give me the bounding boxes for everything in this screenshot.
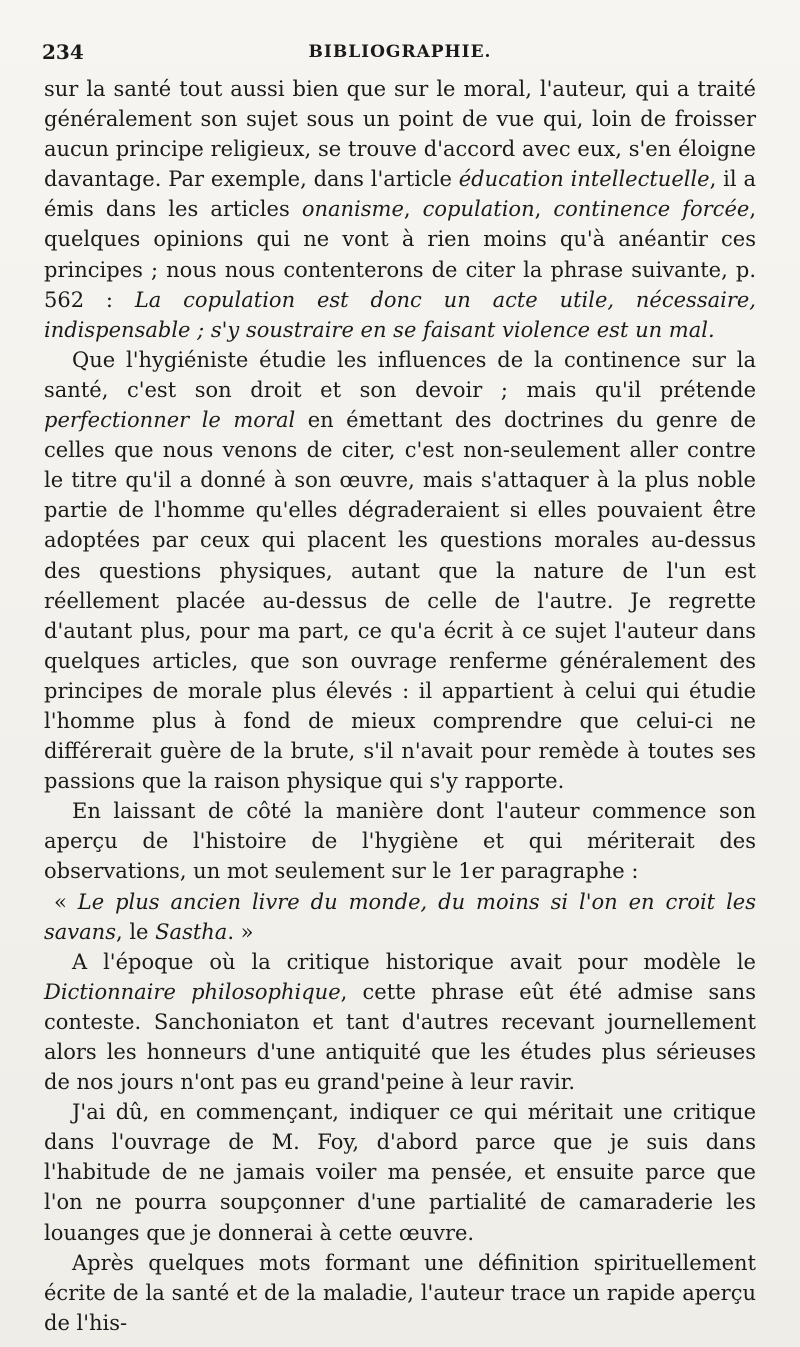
text-run: En laissant de côté la manière dont l'auteur commence son aperçu de l'histoire de l'hygiène et qui mériterait des observations, un mot seulement sur le 1er paragraphe : bbox=[44, 799, 756, 884]
italic-text: perfectionner le moral bbox=[44, 408, 296, 433]
text-run: , le bbox=[115, 919, 156, 944]
italic-text: éducation intellectuelle bbox=[458, 167, 710, 192]
italic-text: Sastha bbox=[155, 919, 228, 944]
text-run: « bbox=[54, 889, 78, 914]
paragraph bbox=[44, 1248, 756, 1338]
body-text bbox=[44, 74, 756, 1338]
italic-text: Dictionnaire philosophique bbox=[44, 979, 341, 1004]
text-run: , quelques opinions qui ne vont à rien moins qu'à anéantir ces principes ; nous nous contenterons de citer la phrase suivante, p. 562 : bbox=[44, 197, 756, 312]
text-run: . » bbox=[227, 919, 254, 944]
paragraph bbox=[44, 1097, 756, 1247]
text-run: sur la santé tout aussi bien que sur le moral, l'auteur, qui a traité généralement son sujet sous un point de vue qui, loin de froisser aucun principe religieux, se trouve d'accord avec eux, s'en éloigne davantage. Par exemple, dans l'article bbox=[44, 77, 756, 192]
text-run: Que l'hygiéniste étudie les influences de la continence sur la santé, c'est son droit et son devoir ; mais qu'il prétende bbox=[44, 347, 756, 402]
paragraph bbox=[44, 796, 756, 886]
text-run: Après quelques mots formant une définition spirituellement écrite de la santé et de la maladie, l'auteur trace un rapide aperçu de l'his- bbox=[44, 1250, 756, 1335]
running-head bbox=[40, 40, 760, 70]
text-run: en émettant des doctrines du genre de celles que nous venons de citer, c'est non-seulement aller contre le titre qu'il a donné à son œuvre, mais s'attaquer à la plus noble partie de l'homme qu'elles dégraderaient si elles pouvaient être adoptées par ceux qui placent les questions morales au-dessus des questions physiques, autant que la nature de l'un est réellement placée au-dessus de celle de l'autre. Je regrette d'autant plus, pour ma part, ce qu'a écrit à ce sujet l'auteur dans quelques articles, que son ouvrage renferme généralement des principes de morale plus élevés : il appartient à celui qui étudie l'homme plus à fond de mieux comprendre que celui-ci ne différerait guère de la brute, s'il n'avait pour remède à toutes ses passions que la raison physique qui s'y rapporte. bbox=[44, 408, 757, 794]
text-run: J'ai dû, en commençant, indiquer ce qui méritait une critique dans l'ouvrage de M. Foy, d'abord parce que je suis dans l'habitude de ne jamais voiler ma pensée, et ensuite parce que l'on ne pourra soupçonner d'une partialité de camaraderie les louanges que je donnerai à cette œuvre. bbox=[44, 1100, 756, 1245]
page-number: 234 bbox=[42, 40, 84, 64]
italic-text: Le plus ancien livre du monde, du moins si l'on en croit les savans bbox=[44, 889, 756, 944]
italic-text: onanisme bbox=[301, 197, 404, 222]
paragraph bbox=[44, 74, 756, 345]
italic-text: copulation bbox=[422, 197, 535, 222]
paragraph bbox=[44, 345, 756, 796]
paragraph bbox=[44, 947, 756, 1097]
page-heading: BIBLIOGRAPHIE. bbox=[308, 42, 492, 62]
text-run: , il a émis dans les articles bbox=[44, 167, 756, 222]
text-run: A l'époque où la critique historique avait pour modèle le bbox=[72, 949, 756, 974]
paragraph bbox=[44, 887, 756, 947]
text-run: , bbox=[403, 197, 423, 222]
text-run: , cette phrase eût été admise sans conteste. Sanchoniaton et tant d'autres recevant journellement alors les honneurs d'une antiquité que les études plus sérieuses de nos jours n'ont pas eu grand'peine à leur ravir. bbox=[44, 979, 756, 1095]
italic-text: La copulation est donc un acte utile, nécessaire, indispensable ; s'y soustraire en se faisant violence est un mal. bbox=[44, 287, 756, 342]
text-run: , bbox=[534, 197, 554, 222]
italic-text: continence forcée bbox=[553, 197, 750, 222]
